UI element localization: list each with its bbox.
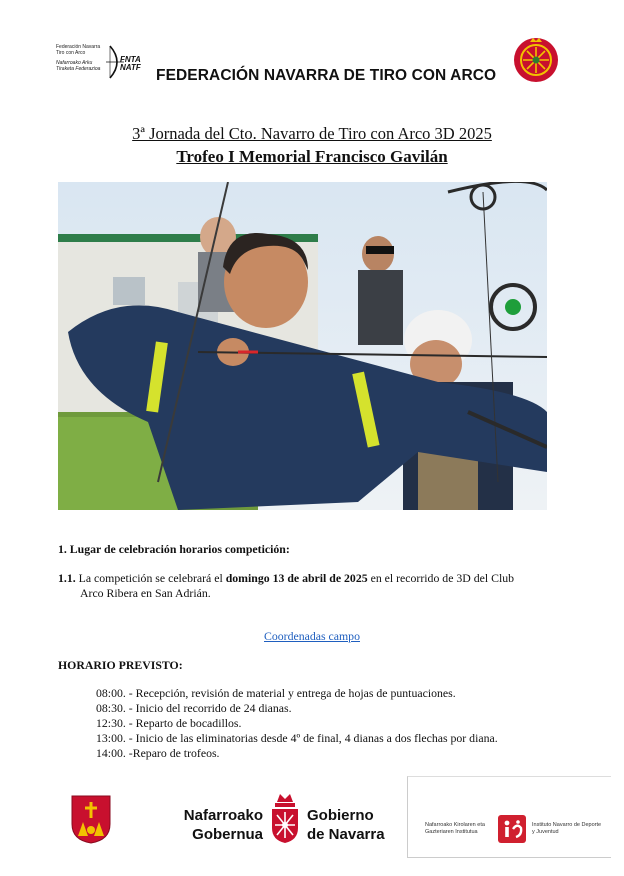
institute-name-spanish: Instituto Navarro de Deporte y Juventud xyxy=(532,822,602,835)
institute-name-basque: Nafarroako Kirolaren eta Gazteriaren Institutua xyxy=(425,822,485,835)
federation-logo xyxy=(56,44,148,84)
logo-line: Tiraketa Federazioa xyxy=(56,66,101,72)
paragraph-continuation: Arco Ribera en San Adrián. xyxy=(80,586,211,600)
schedule-heading: HORARIO PREVISTO: xyxy=(58,658,183,672)
logo-line: Tiro con Arco xyxy=(56,50,86,56)
event-subtitle: Trofeo I Memorial Francisco Gavilán xyxy=(176,147,448,166)
gov-text: Nafarroako xyxy=(183,807,263,824)
gov-text: Gobierno xyxy=(307,807,374,824)
schedule-item: 12:30. - Reparto de bocadillos. xyxy=(96,716,242,730)
schedule-item: 08:00. - Recepción, revisión de material y entrega de hojas de puntuaciones. xyxy=(96,686,456,700)
gov-text: Gobernua xyxy=(192,826,263,843)
town-shield-icon xyxy=(70,794,112,844)
logo-line: Nafarroako Arku xyxy=(56,60,93,66)
logo-line: Federación Navarra xyxy=(56,44,101,50)
schedule-item: 14:00. -Reparo de trofeos. xyxy=(96,746,220,760)
logo-mark: FNTA NATF xyxy=(120,55,141,72)
paragraph-text: en el recorrido de 3D del Club xyxy=(370,571,515,585)
federation-title: FEDERACIÓN NAVARRA DE TIRO CON ARCO xyxy=(156,67,497,84)
navarra-crest-icon xyxy=(267,792,303,844)
paragraph-text: La competición se celebrará el xyxy=(78,571,223,585)
event-title: 3ª Jornada del Cto. Navarro de Tiro con Arco 3D 2025 xyxy=(132,124,492,143)
navarra-shield-icon xyxy=(513,37,559,83)
schedule-item: 13:00. - Inicio de las eliminatorias desde 4º de final, 4 dianas a dos flechas por diana. xyxy=(96,731,498,745)
schedule-list xyxy=(96,686,498,761)
item-number: 1.1. xyxy=(58,571,76,585)
institute-mark-icon xyxy=(498,815,526,843)
coordinates-link[interactable]: Coordenadas campo xyxy=(264,629,360,643)
section-heading: 1. Lugar de celebración horarios competición: xyxy=(58,542,290,556)
government-name-spanish xyxy=(307,806,407,844)
event-date: domingo 13 de abril de 2025 xyxy=(225,571,368,585)
archery-photo xyxy=(58,182,547,510)
schedule-item: 08:30. - Inicio del recorrido de 24 dianas. xyxy=(96,701,292,715)
gov-text: de Navarra xyxy=(307,826,385,843)
government-name-basque xyxy=(167,806,263,844)
location-paragraph xyxy=(58,571,514,586)
